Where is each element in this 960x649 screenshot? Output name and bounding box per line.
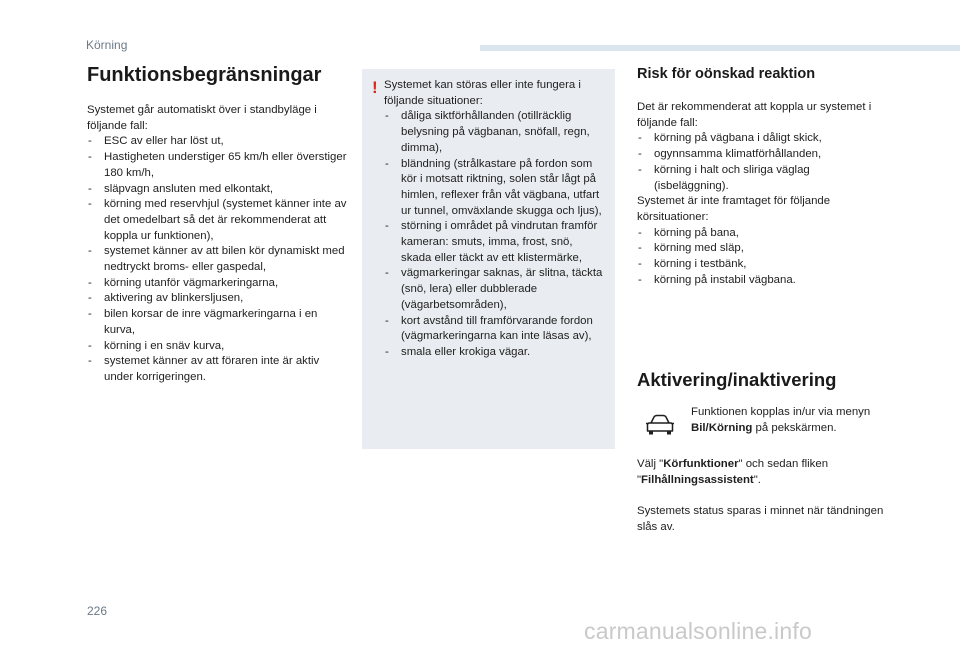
- list-item: - bländning (strålkastare på fordon som kör i motsatt riktning, solen står lågt på himlen, reflexer från våt vägbana, utfart ur tunnel, omväxlande skugga och ljus),: [384, 157, 605, 220]
- list-item: - körning i testbänk,: [637, 257, 887, 273]
- risk-list-conditions: [637, 131, 887, 194]
- list-item: - dåliga siktförhållanden (otillräcklig belysning på vägbanan, snöfall, regn, dimma),: [384, 109, 605, 156]
- watermark: carmanualsonline.info: [584, 618, 812, 644]
- list-item: - Hastigheten understiger 65 km/h eller överstiger 180 km/h,: [87, 150, 349, 181]
- page-number: 226: [87, 604, 108, 618]
- risk-intro-2: Systemet är inte framtaget för följande körsituationer:: [637, 195, 831, 223]
- list-item: - körning med reservhjul (systemet känner inte av det omedelbart så det är rekommenderat att koppla ur funktionen),: [87, 197, 349, 244]
- menu-option: Körfunktioner: [663, 458, 739, 470]
- list-item: - kort avstånd till framförvarande fordon (vägmarkeringarna kan inte läsas av),: [384, 314, 605, 345]
- list-item: - ogynnsamma klimatförhållanden,: [637, 147, 887, 163]
- list-item: - körning på bana,: [637, 226, 887, 242]
- risk-list-situations: [637, 226, 887, 289]
- choose-instruction: Välj "Körfunktioner" och sedan fliken "Filhållningsassistent".: [637, 458, 829, 486]
- risk-intro: Det är rekommenderat att koppla ur systemet i följande fall:: [637, 101, 872, 129]
- list-item: - bilen korsar de inre vägmarkeringarna i en kurva,: [87, 307, 349, 338]
- warning-intro: Systemet kan störas eller inte fungera i följande situationer:: [384, 79, 581, 107]
- limitations-list: [87, 134, 349, 385]
- limitations-intro: Systemet går automatiskt över i standbyläge i följande fall:: [87, 104, 317, 132]
- list-item: - körning med släp,: [637, 241, 887, 257]
- limitations-section: [87, 64, 349, 386]
- list-item: - släpvagn ansluten med elkontakt,: [87, 182, 349, 198]
- menu-instruction: [637, 405, 887, 441]
- activation-title: Aktivering/inaktivering: [637, 369, 837, 390]
- list-item: - systemet känner av att bilen kör dynamiskt med nedtryckt broms- eller gaspedal,: [87, 244, 349, 275]
- tab-name: Filhållningsassistent: [641, 473, 754, 486]
- list-item: - körning på instabil vägbana.: [637, 273, 887, 289]
- menu-path: Bil/Körning: [691, 421, 753, 434]
- list-item: - körning utanför vägmarkeringarna,: [87, 276, 349, 292]
- warning-box: [362, 69, 615, 449]
- risk-section: [637, 66, 887, 288]
- list-item: - körning på vägbana i dåligt skick,: [637, 131, 887, 147]
- risk-title: Risk för oönskad reaktion: [637, 66, 816, 82]
- warning-list: [384, 109, 605, 360]
- warning-icon: !: [372, 78, 378, 97]
- status-note: Systemets status sparas i minnet när tändningen slås av.: [637, 505, 884, 534]
- list-item: - körning i halt och sliriga väglag (isbeläggning).: [637, 163, 887, 194]
- limitations-title: Funktionsbegränsningar: [87, 64, 322, 86]
- menu-text: Funktionen kopplas in/ur via menyn Bil/Körning på pekskärmen.: [691, 406, 871, 434]
- list-item: - aktivering av blinkersljusen,: [87, 291, 349, 307]
- list-item: - systemet känner av att föraren inte är aktiv under korrigeringen.: [87, 354, 349, 385]
- car-icon: [645, 414, 675, 436]
- list-item: - smala eller krokiga vägar.: [384, 345, 605, 361]
- activation-section: [637, 369, 887, 536]
- list-item: - störning i området på vindrutan framför kameran: smuts, imma, frost, snö, skada eller täckt av ett klistermärke,: [384, 219, 605, 266]
- list-item: - körning i en snäv kurva,: [87, 339, 349, 355]
- section-label: Körning: [86, 38, 128, 52]
- list-item: - vägmarkeringar saknas, är slitna, täckta (snö, lera) eller dubblerade (vägarbetsområden),: [384, 266, 605, 313]
- header-bar: [480, 45, 960, 51]
- list-item: - ESC av eller har löst ut,: [87, 134, 349, 150]
